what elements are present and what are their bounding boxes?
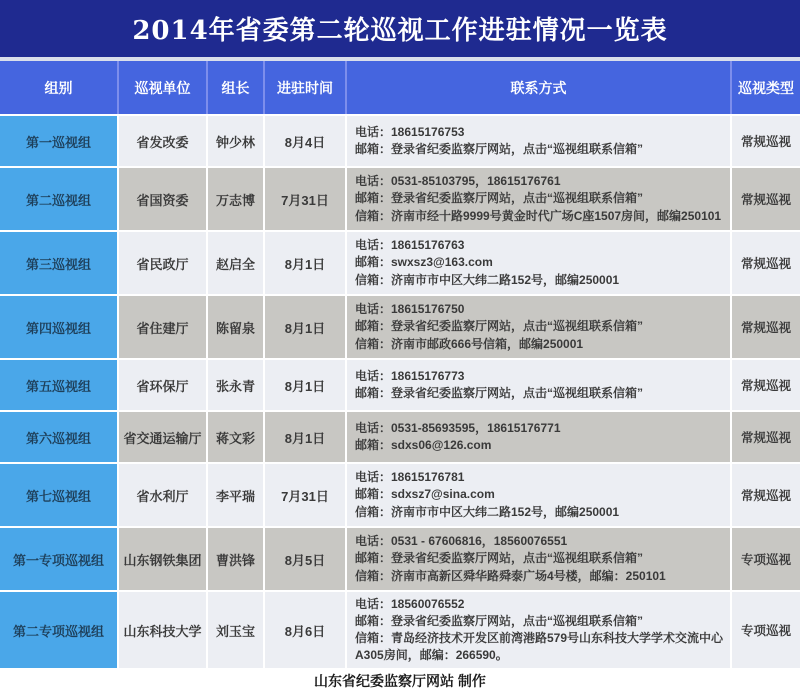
table-row-3 [0,232,800,294]
group-cell: 第四巡视组 [0,296,117,358]
type-cell: 常规巡视 [732,168,800,230]
contact-cell [347,232,730,294]
contact-mailbox: 信箱：济南市市中区大纬二路152号，邮编250001 [355,272,620,287]
type-cell: 常规巡视 [732,464,800,526]
unit-cell: 省住建厅 [119,296,206,358]
leader-cell: 蒋文彩 [208,412,263,462]
contact-phone: 电话：18615176750 [355,302,465,317]
date-cell: 8月4日 [265,116,345,166]
group-cell: 第二巡视组 [0,168,117,230]
type-cell: 专项巡视 [732,592,800,668]
date-cell: 8月1日 [265,232,345,294]
contact-email: 邮箱：sdxsz7@sina.com [355,487,495,502]
unit-cell: 省水利厅 [119,464,206,526]
leader-cell: 钟少林 [208,116,263,166]
contact-mailbox: 信箱：济南市市中区大纬二路152号，邮编250001 [355,504,620,519]
column-header-type: 巡视类型 [738,79,794,96]
contact-email: 邮箱：登录省纪委监察厅网站，点击“巡视组联系信箱” [355,386,644,400]
contact-email: 邮箱：登录省纪委监察厅网站，点击“巡视组联系信箱” [355,142,644,156]
type-cell: 常规巡视 [732,360,800,410]
type-cell: 常规巡视 [732,296,800,358]
contact-phone: 电话：0531 - 67606816，18560076551 [355,534,568,549]
leader-cell: 曹洪锋 [208,528,263,590]
table-row-9 [0,592,800,668]
unit-cell: 省环保厅 [119,360,206,410]
leader-cell: 万志博 [208,168,263,230]
unit-cell: 山东钢铁集团 [119,528,206,590]
contact-mailbox: 信箱：青岛经济技术开发区前湾港路579号山东科技大学学术交流中心A305房间，邮编：266590。 [355,631,724,663]
date-cell: 8月1日 [265,360,345,410]
date-cell: 7月31日 [265,464,345,526]
column-header-unit: 巡视单位 [119,61,208,114]
unit-cell: 省发改委 [119,116,206,166]
contact-phone: 电话：0531-85103795，18615176761 [355,174,561,189]
contact-cell [347,528,730,590]
contact-mailbox: 信箱：济南市高新区舜华路舜泰广场4号楼，邮编：250101 [355,568,666,583]
contact-mailbox: 信箱：济南市经十路9999号黄金时代广场C座1507房间，邮编250101 [355,208,722,223]
group-cell: 第一专项巡视组 [0,528,117,590]
table-row-2 [0,168,800,230]
footer [0,668,800,694]
group-cell: 第三巡视组 [0,232,117,294]
table-row-4 [0,296,800,358]
leader-cell: 刘玉宝 [208,592,263,668]
contact-phone: 电话：18615176773 [355,368,465,383]
contact-phone: 电话：18615176753 [355,124,465,139]
group-cell: 第五巡视组 [0,360,117,410]
leader-cell: 陈留泉 [208,296,263,358]
table-row-1 [0,116,800,166]
contact-email: 邮箱：登录省纪委监察厅网站，点击“巡视组联系信箱” [355,191,644,206]
title-bar [0,0,800,57]
contact-cell [347,296,730,358]
date-cell: 7月31日 [265,168,345,230]
table-row-7 [0,464,800,526]
contact-cell [347,412,730,462]
column-header-date: 进驻时间 [265,61,347,114]
contact-phone: 电话：18615176781 [355,470,465,485]
contact-phone: 电话：0531-85693595，18615176771 [355,420,561,435]
column-header-leader: 组长 [208,61,265,114]
group-cell: 第二专项巡视组 [0,592,117,668]
column-header-contact: 联系方式 [347,61,732,114]
leader-cell: 李平瑞 [208,464,263,526]
type-cell: 常规巡视 [732,412,800,462]
contact-email: 邮箱：sdxs06@126.com [355,438,492,452]
table-header-row [0,61,800,114]
contact-cell [347,592,730,668]
column-header-group: 组别 [0,61,119,114]
group-cell: 第六巡视组 [0,412,117,462]
leader-cell: 张永青 [208,360,263,410]
date-cell: 8月1日 [265,296,345,358]
contact-email: 邮箱：登录省纪委监察厅网站，点击“巡视组联系信箱” [355,614,644,629]
type-cell: 常规巡视 [732,116,800,166]
contact-cell [347,464,730,526]
date-cell: 8月1日 [265,412,345,462]
contact-email: 邮箱：登录省纪委监察厅网站，点击“巡视组联系信箱” [355,319,644,334]
contact-mailbox: 信箱：济南市邮政666号信箱，邮编250001 [355,336,584,351]
contact-phone: 电话：18615176763 [355,238,465,253]
contact-phone: 电话：18560076552 [355,597,465,611]
contact-cell [347,116,730,166]
contact-email: 邮箱：登录省纪委监察厅网站，点击“巡视组联系信箱” [355,551,644,566]
leader-cell: 赵启全 [208,232,263,294]
date-cell: 8月6日 [265,592,345,668]
unit-cell: 省交通运输厅 [119,412,206,462]
contact-email: 邮箱：swxsz3@163.com [355,255,493,270]
contact-cell [347,168,730,230]
page-title: 2014年省委第二轮巡视工作进驻情况一览表 [132,16,668,46]
unit-cell: 省民政厅 [119,232,206,294]
date-cell: 8月5日 [265,528,345,590]
type-cell: 专项巡视 [732,528,800,590]
contact-cell [347,360,730,410]
group-cell: 第七巡视组 [0,464,117,526]
table-body [0,116,800,668]
type-cell: 常规巡视 [732,232,800,294]
unit-cell: 山东科技大学 [119,592,206,668]
footer-credit: 山东省纪委监察厅网站 制作 [314,673,486,690]
group-cell: 第一巡视组 [0,116,117,166]
unit-cell: 省国资委 [119,168,206,230]
table-row-5 [0,360,800,410]
table-row-6 [0,412,800,462]
table-row-8 [0,528,800,590]
